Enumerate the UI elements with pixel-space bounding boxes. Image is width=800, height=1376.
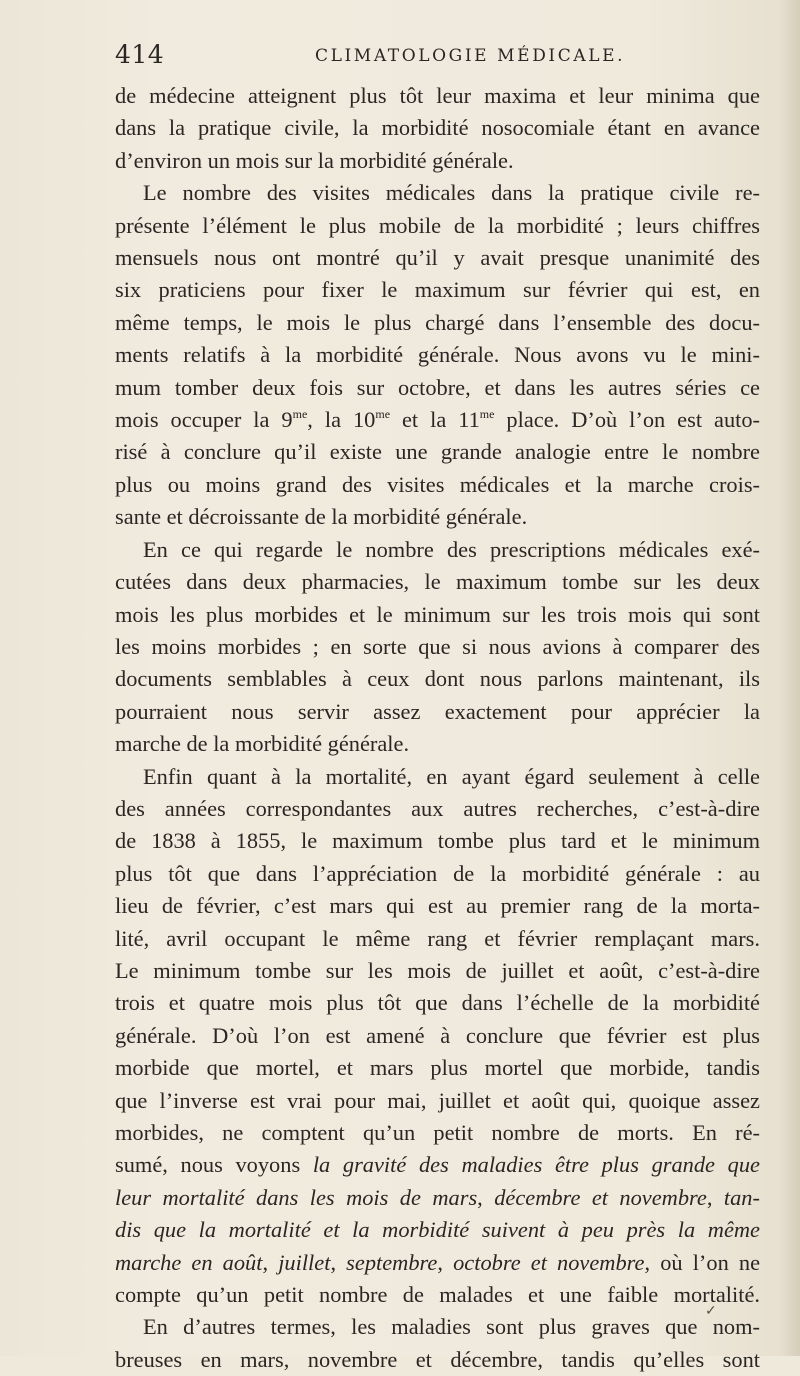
printer-mark: ✓ xyxy=(705,1303,717,1319)
text-line xyxy=(115,1311,760,1343)
text-run: lieu de février, c’est mars qui est au premier rang de la morta- xyxy=(115,893,760,919)
text-run: En d’autres termes, les maladies sont plus graves que nom- xyxy=(143,1314,760,1340)
text-line xyxy=(115,372,760,404)
text-run: cutées dans deux pharmacies, le maximum tombe sur les deux xyxy=(115,569,760,595)
text-line xyxy=(115,534,760,566)
text-line xyxy=(115,825,760,857)
text-run: dans la pratique civile, la morbidité nosocomiale étant en avance xyxy=(115,115,760,141)
text-run: mois les plus morbides et le minimum sur les trois mois qui sont xyxy=(115,601,760,627)
italic-run: juillet xyxy=(278,1249,331,1275)
text-line xyxy=(115,307,760,339)
text-line xyxy=(115,1052,760,1084)
text-line xyxy=(115,112,760,144)
text-run: plus tôt que dans l’appréciation de la morbidité générale : au xyxy=(115,860,760,886)
text-line xyxy=(115,1344,760,1376)
text-line xyxy=(115,858,760,890)
text-line xyxy=(115,177,760,209)
text-run: morbides, ne comptent qu’un petit nombre de morts. En ré- xyxy=(115,1120,760,1145)
text-line xyxy=(115,728,760,760)
text-line xyxy=(115,890,760,922)
text-run: et la 11 xyxy=(390,407,480,433)
text-run: mum tomber deux fois sur octobre, et dans les autres séries ce xyxy=(115,374,760,400)
text-line xyxy=(115,1020,760,1052)
text-line xyxy=(115,339,760,371)
text-run: mensuels nous ont montré qu’il y avait presque unanimité des xyxy=(115,245,760,271)
text-run: sante et décroissante de la morbidité générale. xyxy=(115,504,528,530)
text-run: les moins morbides ; en sorte que si nous avions à comparer des xyxy=(115,633,760,659)
page-header xyxy=(115,40,795,74)
text-line xyxy=(115,1247,760,1279)
text-line xyxy=(115,761,760,793)
text-line xyxy=(115,1214,760,1246)
text-run: , xyxy=(477,1184,495,1210)
text-run: pourraient nous servir assez exactement pour apprécier la xyxy=(115,698,760,724)
text-run: de médecine atteignent plus tôt leur maxima et leur minima que xyxy=(115,83,760,108)
text-line xyxy=(115,145,760,177)
text-run: place. D’où l’on est auto- xyxy=(494,407,761,433)
text-run: trois et quatre mois plus tôt que dans l’échelle de la morbidité xyxy=(115,990,760,1016)
text-line xyxy=(115,793,760,825)
text-line xyxy=(115,404,760,436)
page-edge-shadow xyxy=(780,0,800,1356)
text-run: , xyxy=(330,1249,347,1275)
text-line xyxy=(115,631,760,663)
text-run: ments relatifs à la morbidité générale. Nous avons vu le mini- xyxy=(115,342,760,368)
text-run: même temps, le mois le plus chargé dans l’ensemble des docu- xyxy=(115,309,760,335)
text-run: risé à conclure qu’il existe une grande analogie entre le nombre xyxy=(115,439,760,465)
text-run: , xyxy=(262,1249,279,1275)
text-run: sumé, nous voyons xyxy=(115,1152,313,1178)
text-run: , xyxy=(437,1249,454,1275)
text-line xyxy=(115,1149,760,1181)
running-head: CLIMATOLOGIE MÉDICALE. xyxy=(315,46,626,66)
italic-run: septembre xyxy=(346,1249,438,1275)
text-line xyxy=(115,1085,760,1117)
text-line xyxy=(115,274,760,306)
text-line xyxy=(115,210,760,242)
italic-run: dis que la mortalité et la morbidité suivent à peu près la même xyxy=(115,1217,760,1243)
italic-run: tan- xyxy=(723,1184,760,1210)
superscript: me xyxy=(479,407,495,422)
italic-run: décembre et novembre xyxy=(494,1184,707,1210)
text-line xyxy=(115,663,760,695)
text-run: Le minimum tombe sur les mois de juillet et août, c’est-à-dire xyxy=(115,957,760,983)
text-run: Enfin quant à la mortalité, en ayant égard seulement à celle xyxy=(143,763,760,789)
text-line xyxy=(115,955,760,987)
text-run: , où l’on ne xyxy=(644,1249,761,1275)
italic-run: la gravité des maladies être plus grande que xyxy=(312,1152,760,1178)
text-run: que l’inverse est vrai pour mai, juillet et août qui, quoique assez xyxy=(115,1087,760,1113)
text-run: Le nombre des visites médicales dans la pratique civile re- xyxy=(143,180,760,206)
text-run: compte qu’un petit nombre de malades et une faible mortalité. xyxy=(115,1282,760,1308)
superscript: me xyxy=(375,407,391,422)
text-line xyxy=(115,436,760,468)
text-run: marche de la morbidité générale. xyxy=(115,731,410,757)
text-run: , la 10 xyxy=(307,407,376,433)
text-run: des années correspondantes aux autres recherches, c’est-à-dire xyxy=(115,795,760,821)
text-line xyxy=(115,1279,760,1311)
text-run: lité, avril occupant le même rang et février remplaçant mars. xyxy=(115,925,760,951)
text-run: En ce qui regarde le nombre des prescriptions médicales exé- xyxy=(143,536,760,562)
text-run: d’environ un mois sur la morbidité générale. xyxy=(115,147,514,173)
text-run: six praticiens pour fixer le maximum sur février qui est, en xyxy=(115,277,760,303)
text-run: morbide que mortel, et mars plus mortel que morbide, tandis xyxy=(115,1055,760,1081)
superscript: me xyxy=(292,407,308,422)
italic-run: marche en août xyxy=(115,1249,263,1275)
text-run: présente l’élément le plus mobile de la morbidité ; leurs chiffres xyxy=(115,212,760,238)
text-line xyxy=(115,923,760,955)
text-line xyxy=(115,1117,760,1149)
text-run: breuses en mars, novembre et décembre, tandis qu’elles sont xyxy=(115,1346,760,1372)
text-line xyxy=(115,80,760,112)
text-line xyxy=(115,566,760,598)
text-run: documents semblables à ceux dont nous parlons maintenant, ils xyxy=(115,666,760,692)
page-number: 414 xyxy=(115,40,165,69)
italic-run: leur mortalité dans les mois de mars xyxy=(115,1184,478,1210)
text-line xyxy=(115,696,760,728)
text-run: générale. D’où l’on est amené à conclure que février est plus xyxy=(115,1022,760,1048)
text-line xyxy=(115,987,760,1019)
text-run: plus ou moins grand des visites médicales et la marche crois- xyxy=(115,471,760,497)
text-run: de 1838 à 1855, le maximum tombe plus tard et le minimum xyxy=(115,828,760,854)
text-line xyxy=(115,599,760,631)
text-line xyxy=(115,501,760,533)
text-run: , xyxy=(706,1184,724,1210)
text-line xyxy=(115,242,760,274)
text-line xyxy=(115,469,760,501)
text-run: mois occuper la 9 xyxy=(115,407,293,433)
body-text xyxy=(115,80,760,1376)
italic-run: octobre et novembre xyxy=(453,1249,645,1275)
text-line xyxy=(115,1182,760,1214)
